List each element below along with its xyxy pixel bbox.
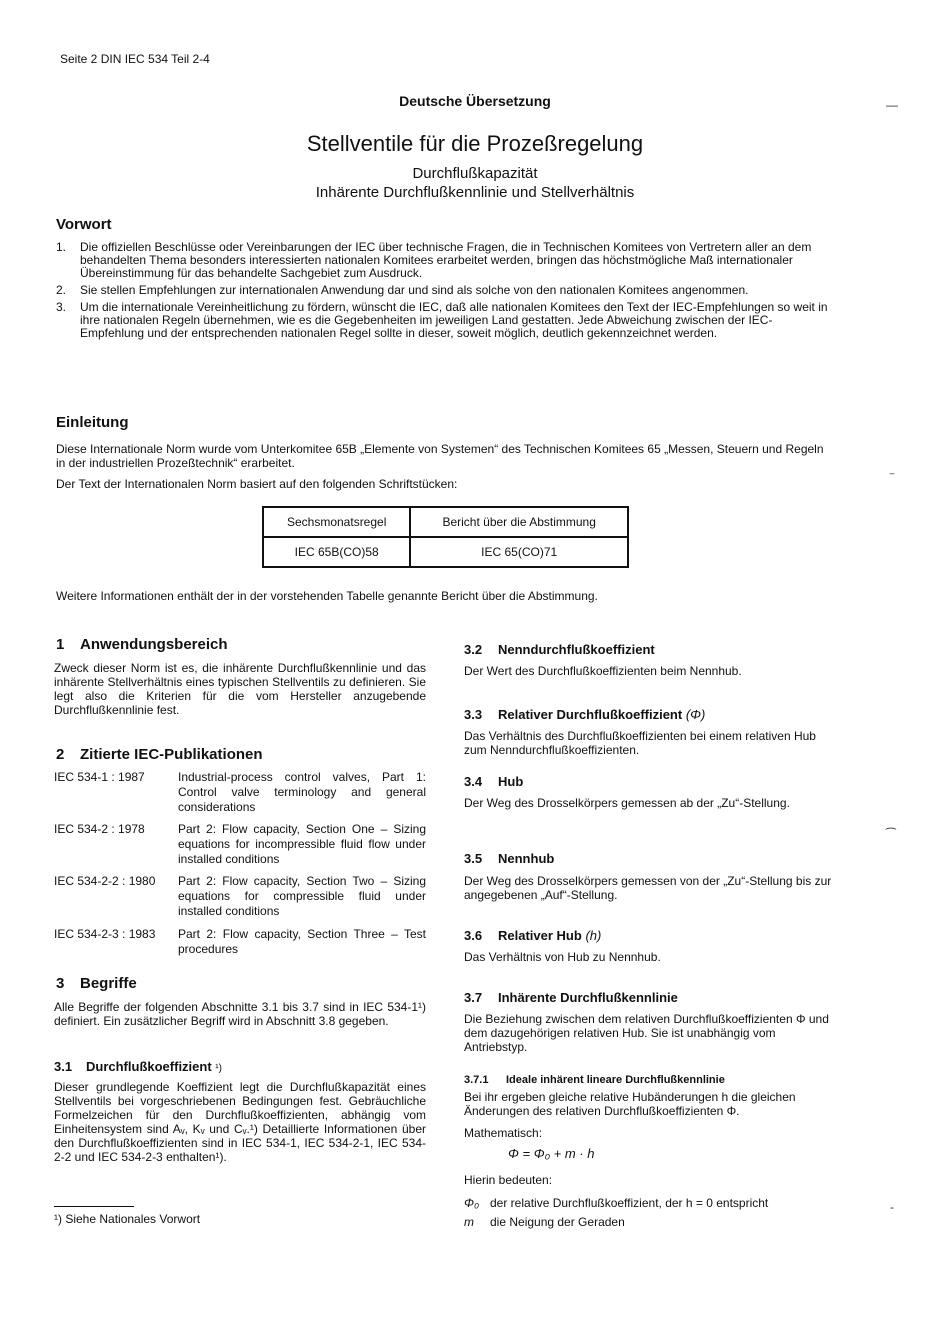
section-title: Hub [498, 774, 524, 789]
section-number: 3 [56, 975, 65, 992]
definition-row [464, 1215, 844, 1229]
section-3-2-heading [464, 642, 655, 657]
section-3-2-text: Der Wert des Durchflußkoeffizienten beim Nennhub. [464, 664, 742, 678]
margin-mark: ‾ [890, 472, 894, 486]
section-number: 3.7 [464, 990, 483, 1005]
table-row [263, 537, 628, 567]
section-title: Relativer Durchflußkoeffizient [498, 707, 683, 722]
section-title: Begriffe [80, 975, 137, 992]
section-symbol: (Φ) [685, 707, 706, 722]
math-label: Mathematisch: [464, 1126, 543, 1140]
reference-row [54, 822, 426, 867]
reference-row [54, 874, 426, 919]
reference-description: Part 2: Flow capacity, Section Three – Test procedures [178, 927, 426, 956]
page-header: Seite 2 DIN IEC 534 Teil 2-4 [60, 52, 210, 66]
vorwort-list [56, 241, 836, 344]
definition-row [464, 1196, 844, 1210]
section-title: Nenndurchflußkoeffizient [498, 642, 655, 657]
section-3-5-heading [464, 851, 554, 866]
section-number: 3.5 [464, 851, 483, 866]
table-header-cell: Sechsmonatsregel [263, 507, 410, 537]
section-number: 3.6 [464, 928, 483, 943]
section-3-7-1-heading [464, 1074, 725, 1086]
list-item [56, 241, 836, 280]
margin-mark: - [890, 1200, 894, 1214]
section-title: Inhärente Durchflußkennlinie [498, 990, 678, 1005]
footnote-marker: ¹) [215, 1063, 222, 1074]
einleitung-paragraph-3: Weitere Informationen enthält der in der vorstehenden Tabelle genannte Bericht über die Abstimmung. [56, 589, 598, 603]
translation-label: Deutsche Übersetzung [399, 93, 551, 109]
list-item-text: Um die internationale Vereinheitlichung zu fördern, wünscht die IEC, daß alle nationalen Komitees den Text der IEC-Empfehlungen so weit in ihre nationalen Regeln übernehmen, wie es die Gegebenheiten im jeweiligen Land gestatten. Jede Abweichung zwischen der IEC-Empfehlung und der entsprechenden nationalen Regel sollte in dieser, soweit möglich, deutlich gekennzeichnet werden. [80, 300, 828, 340]
section-title: Durchflußkoeffizient [86, 1059, 212, 1074]
section-3-4-text: Der Weg des Drosselkörpers gemessen ab der „Zu“-Stellung. [464, 796, 790, 810]
section-title: Anwendungsbereich [80, 636, 228, 653]
document-subtitle-2: Inhärente Durchflußkennlinie und Stellverhältnis [315, 184, 635, 201]
table-cell: IEC 65B(CO)58 [263, 537, 410, 567]
vorwort-heading: Vorwort [56, 216, 112, 233]
section-3-7-text: Die Beziehung zwischen dem relativen Durchflußkoeffizienten Φ und dem dazugehörigen relativen Hub. Sie ist unabhängig vom Antriebstyp. [464, 1012, 829, 1054]
list-item-text: Sie stellen Empfehlungen zur internationalen Anwendung dar und sind als solche von den nationalen Komitees angenommen. [80, 283, 749, 297]
reference-description: Part 2: Flow capacity, Section One – Sizing equations for incompressible fluid flow under installed conditions [178, 822, 426, 866]
section-number: 3.4 [464, 774, 483, 789]
section-3-6-heading [464, 928, 601, 943]
definition-symbol: m [464, 1215, 474, 1229]
section-title: Nennhub [498, 851, 555, 866]
section-symbol: (h) [585, 928, 602, 943]
section-3-heading [56, 975, 137, 992]
section-title: Relativer Hub [498, 928, 582, 943]
section-number: 3.1 [54, 1059, 73, 1074]
section-number: 3.7.1 [464, 1074, 489, 1086]
list-item [56, 301, 836, 340]
reference-description: Industrial-process control valves, Part 1: Control valve terminology and general considerations [178, 770, 426, 814]
table-header-row [263, 507, 628, 537]
list-item-text: Die offiziellen Beschlüsse oder Vereinbarungen der IEC über technische Fragen, die in Technischen Komitees von Vertretern aller an dem behandelten Thema besonders interessierten nationalen Komitees erarbeitet werden, bringen das höchstmögliche Maß internationaler Übereinstimmung für das behandelte Sachgebiet zum Ausdruck. [80, 240, 812, 280]
where-label: Hierin bedeuten: [464, 1173, 553, 1187]
einleitung-heading: Einleitung [56, 414, 129, 431]
reference-code: IEC 534-2-2 : 1980 [54, 874, 156, 888]
section-3-3-text: Das Verhältnis des Durchflußkoeffizienten bei einem relativen Hub zum Nenndurchflußkoeffizienten. [464, 729, 816, 757]
table-header-cell: Bericht über die Abstimmung [410, 507, 628, 537]
footnote: ¹) Siehe Nationales Vorwort [54, 1212, 201, 1226]
section-1-text: Zweck dieser Norm ist es, die inhärente Durchflußkennlinie und das inhärente Stellverhältnis eines typischen Stellventils zu definieren. Sie legt also die Kriterien für die vom Hersteller anzugebende Durchflußkennlinie fest. [54, 661, 426, 717]
reference-description: Part 2: Flow capacity, Section Two – Sizing equations for compressible fluid under installed conditions [178, 874, 426, 918]
section-3-6-text: Das Verhältnis von Hub zu Nennhub. [464, 950, 661, 964]
section-1-heading [56, 636, 228, 653]
footnote-divider [54, 1206, 134, 1207]
document-title: Stellventile für die Prozeßregelung [306, 131, 644, 156]
section-3-1-heading [54, 1059, 222, 1074]
section-3-1-text: Dieser grundlegende Koeffizient legt die Durchflußkapazität eines Stellventils bei vorgeschriebenen Bedingungen fest. Gebräuchliche Formelzeichen für den Durchflußkoeffizienten, abhängig vom Einheitensystem sind Aᵥ, Kᵥ und Cᵥ.¹) Detaillierte Informationen über den Durchflußkoeffizienten sind in IEC 534-1, IEC 534-2-1, IEC 534-2-2 und IEC 534-2-3 enthalten¹). [54, 1080, 426, 1164]
section-title: Zitierte IEC-Publikationen [80, 746, 263, 763]
section-3-3-heading [464, 707, 705, 722]
margin-mark: ⁀ [886, 828, 896, 842]
list-item-number: 1. [56, 240, 67, 254]
section-3-text: Alle Begriffe der folgenden Abschnitte 3.1 bis 3.7 sind in IEC 534-1¹) definiert. Ein zusätzlicher Begriff wird in Abschnitt 3.8 gegeben. [54, 1000, 426, 1028]
section-2-heading [56, 746, 263, 763]
margin-mark: — [886, 98, 898, 112]
section-number: 3.2 [464, 642, 483, 657]
section-number: 1 [56, 636, 65, 653]
definition-symbol: Φ₀ [464, 1196, 480, 1210]
reference-row [54, 770, 426, 815]
definition-text: der relative Durchflußkoeffizient, der h = 0 entspricht [490, 1196, 769, 1210]
section-3-7-heading [464, 990, 678, 1005]
section-3-5-text: Der Weg des Drosselkörpers gemessen von der „Zu“-Stellung bis zur angegebenen „Auf“-Stellung. [464, 874, 832, 902]
document-subtitle-1: Durchflußkapazität [412, 165, 538, 182]
section-3-7-1-text: Bei ihr ergeben gleiche relative Hubänderungen h die gleichen Änderungen des relativen Durchflußkoeffizienten Φ. [464, 1090, 796, 1118]
list-item-number: 3. [56, 300, 67, 314]
reference-code: IEC 534-1 : 1987 [54, 770, 145, 784]
reference-code: IEC 534-2-3 : 1983 [54, 927, 156, 941]
definition-text: die Neigung der Geraden [490, 1215, 625, 1229]
reference-row [54, 927, 426, 957]
section-number: 2 [56, 746, 65, 763]
list-item-number: 2. [56, 283, 67, 297]
documents-table [262, 506, 629, 568]
table-cell: IEC 65(CO)71 [410, 537, 628, 567]
section-title: Ideale inhärent lineare Durchflußkennlinie [506, 1074, 725, 1086]
reference-code: IEC 534-2 : 1978 [54, 822, 145, 836]
section-number: 3.3 [464, 707, 483, 722]
einleitung-paragraph-1: Diese Internationale Norm wurde vom Unterkomitee 65B „Elemente von Systemen“ des Technischen Komitees 65 „Messen, Steuern und Regeln in der industriellen Prozeßtechnik“ erarbeitet. [56, 442, 824, 470]
einleitung-paragraph-2: Der Text der Internationalen Norm basiert auf den folgenden Schriftstücken: [56, 477, 458, 491]
section-3-4-heading [464, 774, 523, 789]
formula: Φ = Φ₀ + m · h [508, 1146, 595, 1161]
list-item [56, 284, 836, 297]
